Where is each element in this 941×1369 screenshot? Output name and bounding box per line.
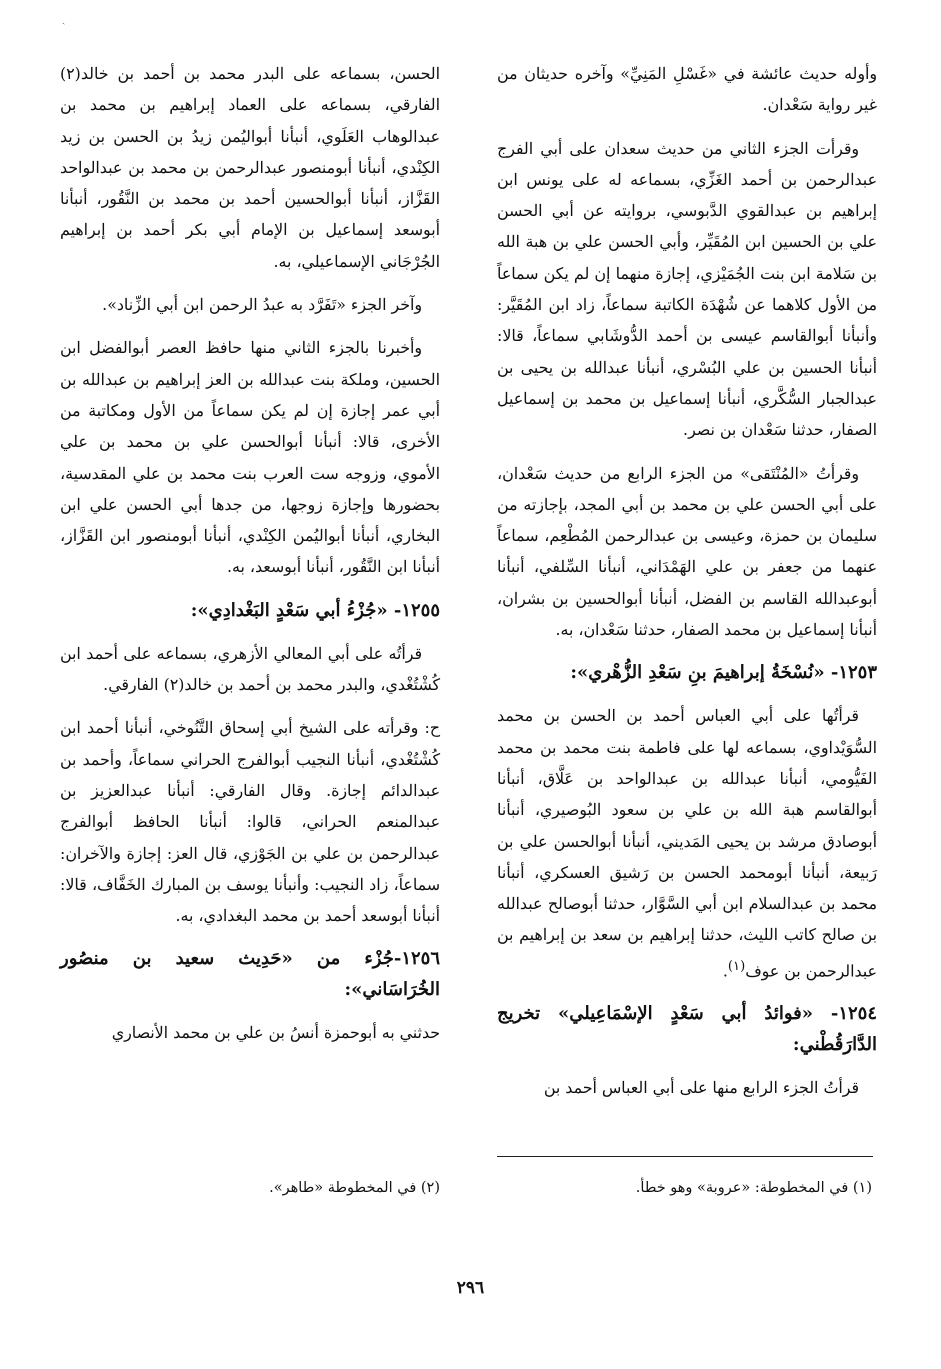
paragraph: وأوله حديث عائشة في «غَسْلِ المَنِيِّ» وآخره حديثان من غير رواية سَعْدان. <box>497 64 877 115</box>
paragraph: ح: وقرأته على الشيخ أبي إسحاق التَّنُوخي، أنبأنا أحمد ابن كُشْتُغْدي، أنبأنا النجيب أبوالفرج الحراني سماعاً، وأحمد بن عبدالدائم إجازة. وقال الفارقي: أنبأنا عبدالعزيز بن عبدالمنعم الحراني، قالوا: أنبأنا الحافظ أبوالفرج عبدالرحمن بن علي بن الجَوْزي، قال العز: إجازة والآخران: سماعاً، زاد النجيب: وأنبأنا يوسف بن المبارك الخَفَّاف، قالا: أنبأنا أبوسعد أحمد بن محمد البغدادي، به. <box>60 718 440 926</box>
paragraph: وأخبرنا بالجزء الثاني منها حافظ العصر أبوالفضل ابن الحسين، وملكة بنت عبدالله بن العز إبراهيم بن عبدالله بن أبي عمر إجازة إن لم يكن سماعاً من الأول ومكاتبة من الأخرى، قالا: أنبأنا أبوالحسن علي بن محمد بن علي الأموي، وزوجه ست العرب بنت محمد بن علي المقدسية، بحضورها وإجازة زوجها، من جدها أبي الحسن علي ابن البخاري، أنبأنا أبواليُمن الكِنْدي، أنبأنا أبومنصور ابن القَزَّاز، أنبأنا ابن النَّقُور، أنبأنا أبوسعد، به. <box>60 338 440 577</box>
entry-heading-1255: ١٢٥٥- «جُزْءُ أبي سَعْدٍ البَغْدادِي»: <box>190 599 440 621</box>
entry-heading-1256: ١٢٥٦-جُزْء من «حَدِيث سعيد بن منصُور الخُرَاسَاني»: <box>60 948 440 1001</box>
paragraph: وقرأتُ «المُنْتَقى» من الجزء الرابع من حديث سَعْدان، على أبي الحسن علي بن محمد بن أبي المجد، بإجازته من سليمان بن حمزة، وعيسى بن عبدالرحمن المُطْعِم، سماعاً عنهما من جعفر بن علي الهَمْدَاني، أنبأنا السِّلفي، أنبأنا أبوعبدالله القاسم بن الفضل، أنبأنا أبوالحسين بن بشران، أنبأنا إسماعيل بن محمد الصفار، حدثنا سَعْدان، به. <box>497 463 877 640</box>
paragraph: قرأتُ الجزء الرابع منها على أبي العباس أحمد بن <box>543 1078 859 1098</box>
left-column <box>60 58 440 1061</box>
footnote-divider <box>497 1156 873 1157</box>
paragraph: قرأتُها على أبي العباس أحمد بن الحسن بن محمد السُّوَيْداوي، بسماعه لها على فاطمة بنت محمد بن محمد الفَيُّومي، أنبأنا عبدالله بن عبدالواحد بن عَلَّاق، أنبأنا أبوالقاسم هبة الله بن علي بن سعود البُوصيري، أنبأنا أبوصادق مرشد بن يحيى المَديني، أنبأنا أبوالحسن علي بن رَبيعة، أنبأنا أبومحمد الحسن بن رَشيق العسكري، أنبأنا محمد بن عبدالسلام ابن أبي السَّوَّار، حدثنا أبوصالح عبدالله بن صالح كاتب الليث، حدثنا إبراهيم بن سعد بن إبراهيم بن عبدالرحمن بن عوف$^{(١)}$. <box>497 706 877 980</box>
scan-mark: ˎ <box>62 14 66 25</box>
paragraph: الحسن، بسماعه على البدر محمد بن أحمد بن خالد(٢) الفارقي، بسماعه على العماد إبراهيم بن محمد بن عبدالوهاب العَلَوي، أنبأنا أبواليُمن زيدُ بن الحسن بن زيد الكِنْدي، أنبأنا أبومنصور عبدالرحمن بن محمد بن عبدالواحد القَزَّاز، أنبأنا أبوالحسين أحمد بن محمد بن النَّقُور، أنبأنا أبوسعد إسماعيل بن الإمام أبي بكر أحمد بن إبراهيم الجُرْجَاني الإسماعيلي، به. <box>60 64 440 271</box>
entry-heading-1254: ١٢٥٤- «فوائدُ أبي سَعْدٍ الإسْمَاعِيلي» تخريج الدَّارَقُطْني: <box>497 1003 877 1056</box>
paragraph: وقرأت الجزء الثاني من حديث سعدان على أبي الفرج عبدالرحمن بن أحمد الغَزِّي، بسماعه له على يونس ابن إبراهيم بن عبدالقوي الدَّبوسي، بروايته عن أبي الحسن علي بن الحسين ابن المُقَيِّر، وأبي الحسن علي بن هبة الله بن سَلامة ابن بنت الجُمَيْزي، إجازة منهما إن لم يكن سماعاً من الأول كلاهما عن شُهْدَة الكاتبة سماعاً، زاد ابن المُقَيَّر: وأنبأنا أبوالقاسم عيسى بن أحمد الدُّوشَابي سماعاً، قالا: أنبأنا الحسين بن علي البُسْري، أنبأنا عبدالله بن يحيى بن عبدالجبار السُّكَّري، أنبأنا إسماعيل بن محمد بن إسماعيل الصفار، حدثنا سَعْدان بن نصر. <box>497 138 877 440</box>
page-number: ٢٩٦ <box>456 1278 485 1298</box>
entry-heading-1253: ١٢٥٣- «نُسْخَةُ إبراهيمَ بنِ سَعْدِ الزُّهْري»: <box>570 662 877 684</box>
footnote-1: (١) في المخطوطة: «عروبة» وهو خطأ. <box>635 1180 872 1196</box>
paragraph: وآخر الجزء «تَفَرَّد به عبدُ الرحمن ابن أبي الزِّناد». <box>102 295 422 315</box>
right-column <box>497 58 877 1116</box>
footnote-ref: (١) <box>727 958 746 974</box>
paragraph: حدثني به أبوحمزة أنسُ بن علي بن محمد الأنصاري <box>111 1023 440 1043</box>
paragraph: قرأتُه على أبي المعالي الأزهري، بسماعه على أحمد ابن كُشْتُغْدي، والبدر محمد بن أحمد بن خالد(٢) الفارقي. <box>60 643 440 695</box>
footnote-2: (٢) في المخطوطة «طاهر». <box>269 1180 440 1196</box>
paragraph-text: قرأتُها على أبي العباس أحمد بن الحسن بن محمد السُّوَيْداوي، بسماعه لها على فاطمة بنت محمد بن محمد الفَيُّومي، أنبأنا عبدالله بن عبدالواحد بن عَلَّاق، أنبأنا أبوالقاسم هبة الله بن علي بن سعود البُوصيري، أنبأنا أبوصادق مرشد بن يحيى المَديني، أنبأنا أبوالحسن علي بن رَبيعة، أنبأنا أبومحمد الحسن بن رَشيق العسكري، أنبأنا محمد بن عبدالسلام ابن أبي السَّوَّار، حدثنا أبوصالح عبدالله بن صالح كاتب الليث، حدثنا إبراهيم بن سعد بن إبراهيم بن عبدالرحمن بن عوف <box>497 706 877 980</box>
